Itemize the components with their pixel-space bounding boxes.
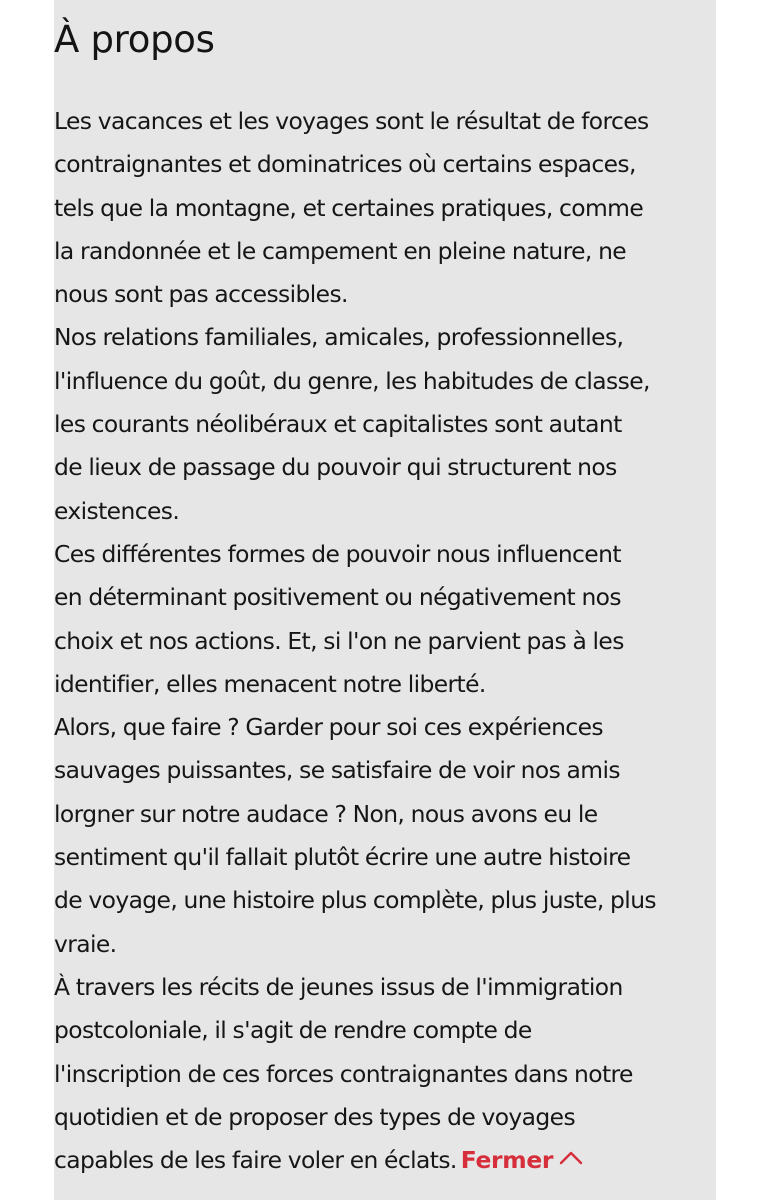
description-line: lorgner sur notre audace ? Non, nous avons eu le <box>54 799 598 828</box>
about-title: À propos <box>54 18 215 61</box>
description-line: postcoloniale, il s'agit de rendre compte de <box>54 1016 532 1045</box>
description-line: les courants néolibéraux et capitalistes sont autant <box>54 410 622 439</box>
description-line: À travers les récits de jeunes issus de l'immigration <box>54 972 623 1001</box>
about-description <box>54 100 716 1182</box>
chevron-up-icon <box>559 1151 583 1165</box>
description-last-line <box>54 1139 716 1182</box>
description-line: choix et nos actions. Et, si l'on ne parvient pas à les <box>54 626 624 655</box>
description-line: l'inscription de ces forces contraignantes dans notre <box>54 1059 633 1088</box>
description-line: sauvages puissantes, se satisfaire de voir nos amis <box>54 756 620 785</box>
description-line: tels que la montagne, et certaines pratiques, comme <box>54 193 644 222</box>
description-line: contraignantes et dominatrices où certains espaces, <box>54 150 636 179</box>
description-line: Les vacances et les voyages sont le résultat de forces <box>54 107 649 135</box>
description-line: nous sont pas accessibles. <box>54 280 348 309</box>
description-line: vraie. <box>54 929 117 958</box>
close-button-label: Fermer <box>460 1146 554 1175</box>
description-line: quotidien et de proposer des types de voyages <box>54 1102 576 1131</box>
close-button[interactable] <box>461 1139 583 1182</box>
description-line: capables de les faire voler en éclats. <box>54 1146 457 1175</box>
description-line: identifier, elles menacent notre liberté. <box>54 669 486 698</box>
description-line: en déterminant positivement ou négativement nos <box>54 583 621 612</box>
description-line: Nos relations familiales, amicales, professionnelles, <box>54 323 624 352</box>
description-line: la randonnée et le campement en pleine nature, ne <box>54 236 627 265</box>
description-line: existences. <box>54 496 180 525</box>
description-line: sentiment qu'il fallait plutôt écrire une autre histoire <box>54 843 631 872</box>
description-line: de lieux de passage du pouvoir qui structurent nos <box>54 453 617 482</box>
description-line: l'influence du goût, du genre, les habitudes de classe, <box>54 366 650 395</box>
description-line: Ces différentes formes de pouvoir nous influencent <box>54 539 621 568</box>
about-panel <box>54 0 716 1200</box>
description-line: Alors, que faire ? Garder pour soi ces expériences <box>54 713 603 742</box>
description-line: de voyage, une histoire plus complète, plus juste, plus <box>54 886 657 915</box>
